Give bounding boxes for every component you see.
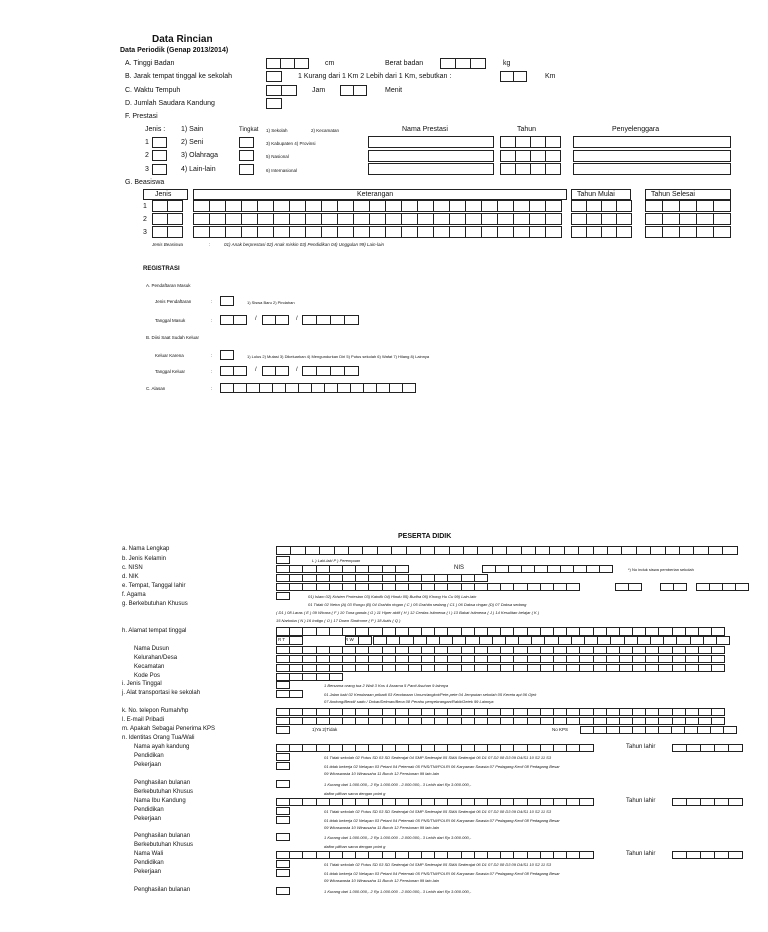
nis-label: NIS: [454, 565, 465, 571]
label-bk-ibu: Berkebutuhan Khusus: [134, 842, 194, 848]
transport-options-1: 01 Jalan kaki 02 Kendaraan pribadi 03 Kendaraan Umum/angkot/Pete-pete 04 Jemputan sekolah 05 Kereta api 06 Ojek: [324, 692, 537, 697]
bk-options-2: ( D1 ) 08 Laras ( E ) 09 Wicara ( F ) 10 Tuna ganda ( G ) 11 Hiper aktif ( H ) 12 Cerdas Istimewa ( I ) 13 Bakat Istimewa ( J ) 14 Kesulitan belajar ( K ): [276, 610, 540, 615]
nisn-input[interactable]: [276, 565, 408, 573]
telepon-input[interactable]: [276, 708, 724, 716]
tahun-lahir-ibu-input[interactable]: [672, 798, 742, 806]
rt-rw-rest[interactable]: [373, 636, 729, 645]
rt-label: R T: [278, 637, 286, 642]
beasiswa-jenis-3[interactable]: [152, 226, 182, 238]
no-kps-label: No KPS: [552, 727, 569, 732]
penyelenggara-1[interactable]: [573, 136, 731, 148]
menit-unit: Menit: [385, 87, 403, 94]
beasiswa-jenis-1[interactable]: [152, 200, 182, 212]
label-kps: m. Apakah Sebagai Penerima KPS: [122, 726, 216, 732]
prestasi-jenis-1[interactable]: [152, 137, 167, 148]
tanggal-masuk-day[interactable]: [220, 315, 246, 325]
nama-prestasi-3[interactable]: [368, 163, 494, 175]
beasiswa-no-1: 1: [143, 203, 147, 210]
pekerjaan-ibu-input[interactable]: [276, 816, 290, 824]
keluar-section-label: B. Diisi Saat Sudah Keluar: [146, 335, 200, 340]
tanggal-keluar-colon: :: [211, 369, 213, 374]
beasiswa-keterangan-2[interactable]: [193, 213, 561, 225]
agama-input[interactable]: [276, 592, 290, 600]
keluar-karena-input[interactable]: [220, 350, 234, 360]
prestasi-no-3: 3: [145, 166, 149, 173]
penghasilan-ibu-input[interactable]: [276, 833, 290, 841]
beasiswa-jenis-2[interactable]: [152, 213, 182, 225]
tingkat-input-2[interactable]: [239, 150, 254, 161]
kelurahan-input[interactable]: [276, 655, 724, 663]
prestasi-jenis-2[interactable]: [152, 150, 167, 161]
label-kecamatan: Kecamatan: [134, 664, 165, 670]
beasiswa-tahun-mulai-2[interactable]: [571, 213, 631, 225]
prestasi-no-2: 2: [145, 152, 149, 159]
beasiswa-keterangan-3[interactable]: [193, 226, 561, 238]
tingkat-input-1[interactable]: [239, 137, 254, 148]
agama-options: 01) Islam 02) Kristen Protestan 03) Katolik 04) Hindu 05) Budha 06) Khong Hu Cu 99) Lain-lain: [308, 594, 477, 599]
beasiswa-keterangan-1[interactable]: [193, 200, 561, 212]
beasiswa-no-2: 2: [143, 216, 147, 223]
beasiswa-tahun-selesai-2[interactable]: [645, 213, 730, 225]
label-ayah: Nama ayah kandung: [134, 744, 190, 750]
km-unit: Km: [545, 73, 556, 80]
pekerjaan-ayah-input[interactable]: [276, 762, 290, 770]
nik-input[interactable]: [276, 574, 487, 582]
cm-unit: cm: [325, 60, 335, 67]
bk-options-1: 01 Tidak 02 Netra (A) 03 Rungu (B) 04 Grahita ringan ( C ) 05 Grahita sedang ( C1 ) 06 Daksa ringan (D) 07 Daksa sedang: [308, 602, 527, 607]
tahun-lahir-ibu-label: Tahun lahir: [626, 798, 656, 804]
tahun-lahir-ayah-label: Tahun lahir: [626, 744, 656, 750]
jenis-pendaftaran-input[interactable]: [220, 296, 234, 306]
jenis-pendaftaran-colon: :: [211, 299, 213, 304]
prestasi-jenis-3[interactable]: [152, 164, 167, 175]
label-bk-ayah: Berkebutuhan Khusus: [134, 789, 194, 795]
peserta-title: PESERTA DIDIK: [398, 533, 452, 540]
label-dusun: Nama Dusun: [134, 646, 170, 652]
label-tempat-tanggal-lahir: e. Tempat, Tanggal lahir: [122, 583, 186, 589]
label-penghasilan-ayah: Penghasilan bulanan: [134, 780, 191, 786]
keluar-karena-label: Keluar Karena: [155, 353, 184, 358]
kps-input[interactable]: [276, 726, 290, 734]
no-kps-input[interactable]: [580, 726, 736, 734]
penghasilan-ayah-options: 1 Kurang dari 1.000.000,- 2 Rp 1.000.000 - 2.000.000,- 3 Lebih dari Rp 3.000.000,-: [324, 782, 472, 787]
jenis-pendaftaran-label: Jenis Pendaftaran: [155, 299, 192, 304]
pendidikan-wali-input[interactable]: [276, 860, 290, 868]
label-pekerjaan-wali: Pekerjaan: [134, 869, 162, 875]
jenis-beasiswa-options: 01) Anak berprestasi 02) Anak miskin 03) Pendidikan 04) Unggulan 99) Lain-lain: [224, 242, 385, 247]
nama-prestasi-1[interactable]: [368, 136, 494, 148]
label-kelurahan: Kelurahan/Desa: [134, 655, 178, 661]
tahun-prestasi-3[interactable]: [500, 163, 560, 175]
beasiswa-tahun-mulai-1[interactable]: [571, 200, 631, 212]
tahun-lahir-wali-input[interactable]: [672, 851, 742, 859]
tinggi-input[interactable]: [266, 58, 308, 69]
tanggal-keluar-month[interactable]: [262, 366, 288, 376]
prestasi-label: F. Prestasi: [125, 113, 158, 120]
nama-ibu-input[interactable]: [276, 798, 593, 806]
penghasilan-wali-options: 1 Kurang dari 1.000.000,- 2 Rp 1.000.000 - 2.000.000,- 3 Lebih dari Rp 3.000.000,-: [324, 889, 472, 894]
transport-input[interactable]: [276, 690, 302, 698]
tinggi-label: A. Tinggi Badan: [125, 60, 175, 67]
pendidikan-ibu-options: 01 Tidak sekolah 02 Putus SD 03 SD Sederajat 04 SMP Sederajat 05 SMA Sederajat 06 D1 07 D2 08 D3 09 D4/S1 10 S2 11 S3: [324, 809, 552, 814]
tanggal-masuk-slash-2: /: [296, 316, 298, 322]
jk-input[interactable]: [276, 556, 290, 564]
label-jenis-tinggal: i. Jenis Tinggal: [122, 681, 162, 687]
penghasilan-wali-input[interactable]: [276, 887, 290, 895]
label-nama-lengkap: a. Nama Lengkap: [122, 546, 170, 552]
tahun-prestasi-2[interactable]: [500, 150, 560, 162]
kecamatan-input[interactable]: [276, 664, 724, 672]
pendidikan-ayah-input[interactable]: [276, 753, 290, 761]
bk-options-3: 15 Narkoba ( N ) 16 Indigo ( O ) 17 Down Sindrome ( P ) 18 Autis ( Q ): [276, 618, 401, 623]
penyelenggara-header: Penyelenggara: [612, 126, 660, 133]
alasan-input[interactable]: [220, 383, 415, 393]
kodepos-input[interactable]: [276, 673, 342, 681]
pendaftaran-masuk-label: A. Pendaftaran Masuk: [146, 283, 191, 288]
label-pendidikan-ayah: Pendidikan: [134, 753, 164, 759]
pekerjaan-ibu-options-1: 01 tidak bekerja 02 Nelayan 03 Petani 04 Peternak 05 PNS/TNI/POLRI 06 Karyawan Swasta 07 Pedagang Kecil 08 Pedagang Besar: [324, 818, 560, 823]
tanggal-keluar-year[interactable]: [302, 366, 358, 376]
tanggal-masuk-year[interactable]: [302, 315, 358, 325]
penyelenggara-2[interactable]: [573, 150, 731, 162]
jenis-beasiswa-colon: :: [209, 242, 211, 247]
beasiswa-tahun-selesai-1[interactable]: [645, 200, 730, 212]
tahun-prestasi-1[interactable]: [500, 136, 560, 148]
nama-wali-input[interactable]: [276, 851, 593, 859]
jk-options: L ) Laki-laki P ) Perempuan: [312, 558, 361, 563]
tanggal-keluar-label: Tanggal Keluar: [155, 369, 186, 374]
jarak-input[interactable]: [266, 71, 282, 82]
jarak-label: B. Jarak tempat tinggal ke sekolah: [125, 73, 233, 80]
bk-ibu-note: daftar pilihan sama dengan point g: [324, 844, 386, 849]
tahun-selesai-header: Tahun Selesai: [651, 191, 695, 198]
berat-label: Berat badan: [385, 60, 424, 67]
jarak-options: 1 Kurang dari 1 Km 2 Lebih dari 1 Km, sebutkan :: [298, 73, 452, 80]
tingkat-6: 6) Internasional: [266, 168, 298, 173]
label-identitas-ortu: n. Identitas Orang Tua/Wali: [122, 735, 195, 741]
label-pendidikan-wali: Pendidikan: [134, 860, 164, 866]
tingkat-input-3[interactable]: [239, 164, 254, 175]
menit-input[interactable]: [340, 85, 366, 96]
rw-label: R W: [345, 637, 354, 642]
alasan-colon: :: [211, 386, 213, 391]
label-kodepos: Kode Pos: [134, 673, 161, 679]
label-nisn: c. NISN: [122, 565, 143, 571]
keluar-karena-options: 1) Lulus 2) Mutasi 3) Dikeluarkan 4) Mengundurkan Diri 5) Putus sekolah 6) Wafat 7) Hilang 8) Lainnya: [247, 354, 430, 359]
waktu-label: C. Waktu Tempuh: [125, 87, 181, 94]
label-jenis-kelamin: b. Jenis Kelamin: [122, 556, 167, 562]
label-pekerjaan-ayah: Pekerjaan: [134, 762, 162, 768]
tingkat-5: 5) Nasional: [266, 154, 289, 159]
pendidikan-ayah-options: 01 Tidak sekolah 02 Putus SD 03 SD Sederajat 04 SMP Sederajat 05 SMA Sederajat 06 D1 07 D2 08 D3 09 D4/S1 10 S2 11 S3: [324, 755, 552, 760]
kps-options: 1)Ya 2)Tidak: [312, 727, 338, 732]
dusun-input[interactable]: [276, 646, 724, 654]
label-email: l. E-mail Pribadi: [122, 717, 165, 723]
label-telepon: k. No. telepon Rumah/hp: [122, 708, 189, 714]
tgl-lahir-month[interactable]: [660, 583, 686, 591]
tanggal-masuk-label: Tanggal Masuk: [155, 318, 186, 323]
tingkat-label: Tingkat: [239, 127, 259, 133]
keluar-karena-colon: :: [211, 353, 213, 358]
jam-unit: Jam: [312, 87, 326, 94]
kg-unit: kg: [503, 60, 511, 67]
tahun-lahir-ayah-input[interactable]: [672, 744, 742, 752]
tahun-lahir-wali-label: Tahun lahir: [626, 851, 656, 857]
pekerjaan-wali-options-2: 09 Wiraswasta 10 Wirausaha 11 Buruh 12 Pensiunan 99 lain-lain: [324, 878, 440, 883]
tanggal-masuk-colon: :: [211, 318, 213, 323]
tanggal-masuk-slash-1: /: [255, 316, 257, 322]
page-title: Data Rincian: [152, 34, 213, 45]
label-nik: d. NIK: [122, 574, 139, 580]
jenis-pendaftaran-options: 1) Siswa Baru 2) Pindahan: [247, 300, 295, 305]
penghasilan-ibu-options: 1 Kurang dari 1.000.000,- 2 Rp 1.000.000 - 2.000.000,- 3 Lebih dari Rp 3.000.000,-: [324, 835, 472, 840]
label-transportasi: j. Alat transportasi ke sekolah: [122, 690, 201, 696]
tingkat-2: 2) Kecamatan: [311, 128, 340, 133]
prestasi-sain: 1) Sain: [181, 126, 204, 133]
label-penghasilan-ibu: Penghasilan bulanan: [134, 833, 191, 839]
penghasilan-ayah-input[interactable]: [276, 780, 290, 788]
nama-ayah-input[interactable]: [276, 744, 593, 752]
prestasi-olahraga: 3) Olahraga: [181, 152, 218, 159]
beasiswa-tahun-mulai-3[interactable]: [571, 226, 631, 238]
prestasi-lain: 4) Lain-lain: [181, 166, 216, 173]
label-pekerjaan-ibu: Pekerjaan: [134, 816, 162, 822]
nama-lengkap-input[interactable]: [276, 546, 737, 555]
prestasi-no-1: 1: [145, 139, 149, 146]
tahun-header: Tahun: [517, 126, 537, 133]
tahun-mulai-header: Tahun Mulai: [577, 191, 615, 198]
period-subtitle: Data Periodik (Genap 2013/2014): [120, 47, 229, 54]
transport-options-2: 07 Andong/Bendi/ sado / Dokar/Delman/Beca 08 Perahu penyebrangan/Rakit/Getek 99 Lainnya: [324, 699, 494, 704]
prestasi-jenis-label: Jenis :: [145, 126, 166, 133]
saudara-label: D. Jumlah Saudara Kandung: [125, 100, 215, 107]
jarak-km-input[interactable]: [500, 71, 526, 82]
jam-input[interactable]: [266, 85, 296, 96]
pekerjaan-wali-input[interactable]: [276, 869, 290, 877]
berat-input[interactable]: [440, 58, 485, 69]
pendidikan-wali-options: 01 Tidak sekolah 02 Putus SD 03 SD Sederajat 04 SMP Sederajat 05 SMA Sederajat 06 D1 07 D2 08 D3 09 D4/S1 10 S2 11 S3: [324, 862, 552, 867]
nis-input[interactable]: [482, 565, 612, 573]
beasiswa-tahun-selesai-3[interactable]: [645, 226, 730, 238]
tanggal-keluar-slash-2: /: [296, 367, 298, 373]
beasiswa-label: G. Beasiswa: [125, 179, 165, 186]
alasan-label: C. Alasan: [146, 386, 166, 391]
jenis-beasiswa-legend: Jenis Beasiswa: [152, 242, 184, 247]
pekerjaan-ibu-options-2: 09 Wiraswasta 10 Wirausaha 11 Buruh 12 Pensiunan 99 lain-lain: [324, 825, 440, 830]
email-input[interactable]: [276, 717, 724, 725]
label-wali: Nama Wali: [134, 851, 164, 857]
label-penghasilan-wali: Penghasilan bulanan: [134, 887, 191, 893]
pekerjaan-wali-options-1: 01 tidak bekerja 02 Nelayan 03 Petani 04 Peternak 05 PNS/TNI/POLRI 06 Karyawan Swasta 07 Pedagang Kecil 08 Pedagang Besar: [324, 871, 560, 876]
tingkat-3: 3) Kabupaten 4) Provinsi: [266, 141, 316, 146]
label-ibu: Nama Ibu Kandung: [134, 798, 186, 804]
pekerjaan-ayah-options-1: 01 tidak bekerja 02 Nelayan 03 Petani 04 Peternak 05 PNS/TNI/POLRI 06 Karyawan Swasta 07 Pedagang Kecil 08 Pedagang Besar: [324, 764, 560, 769]
bk-ayah-note: daftar pilihan sama dengan point g: [324, 791, 386, 796]
label-alamat: h. Alamat tempat tinggal: [122, 628, 187, 634]
tanggal-keluar-slash-1: /: [255, 367, 257, 373]
penyelenggara-3[interactable]: [573, 163, 731, 175]
tgl-lahir-day[interactable]: [615, 583, 641, 591]
jenis-tinggal-options: 1 Bersama orang tua 2 Wali 3 Kos 4 Asrama 5 Panti Asuhan 9 lainnya: [324, 683, 449, 688]
beasiswa-jenis-header: Jenis: [155, 191, 172, 198]
tingkat-1: 1) Sekolah: [266, 128, 288, 133]
pekerjaan-ayah-options-2: 09 Wiraswasta 10 Wirausaha 11 Buruh 12 Pensiunan 99 lain-lain: [324, 771, 440, 776]
tanggal-keluar-day[interactable]: [220, 366, 246, 376]
alamat-input[interactable]: [276, 627, 724, 636]
label-agama: f. Agama: [122, 592, 146, 598]
nama-prestasi-2[interactable]: [368, 150, 494, 162]
prestasi-seni: 2) Seni: [181, 139, 204, 146]
beasiswa-no-3: 3: [143, 229, 147, 236]
registrasi-title: REGISTRASI: [143, 266, 180, 272]
keterangan-header: Keterangan: [357, 191, 394, 198]
nisn-note: *) No induk siswa pemberian sekolah: [628, 567, 694, 572]
tanggal-masuk-month[interactable]: [262, 315, 288, 325]
tgl-lahir-year[interactable]: [696, 583, 748, 591]
tempat-lahir-input[interactable]: [276, 583, 579, 591]
saudara-input[interactable]: [266, 98, 281, 109]
nama-prestasi-header: Nama Prestasi: [402, 126, 448, 133]
label-pendidikan-ibu: Pendidikan: [134, 807, 164, 813]
pendidikan-ibu-input[interactable]: [276, 807, 290, 815]
label-berkebutuhan-khusus: g. Berkebutuhan Khusus: [122, 601, 188, 607]
jenis-tinggal-input[interactable]: [276, 681, 290, 689]
